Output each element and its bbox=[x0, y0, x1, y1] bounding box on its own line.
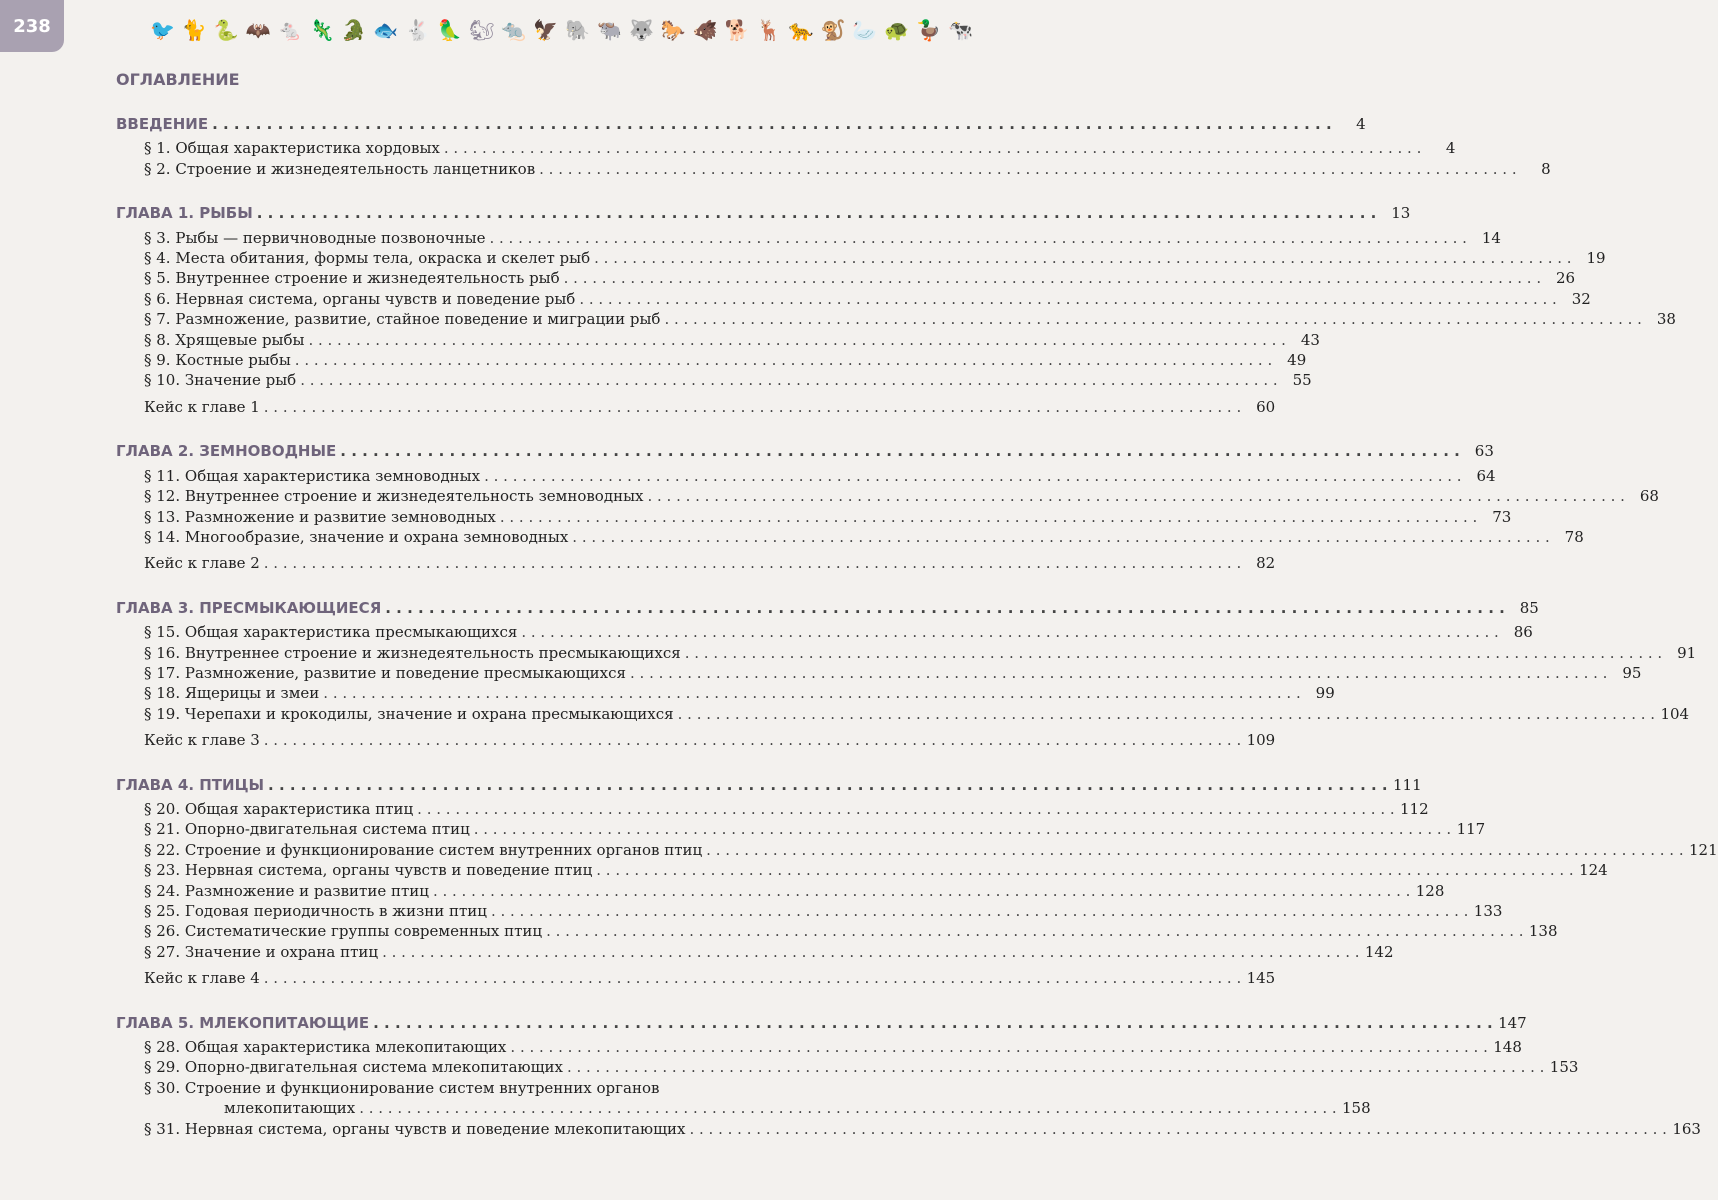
case-entry-label: Кейс к главе 1 bbox=[144, 397, 260, 416]
paragraph-entry-label: § 21. Опорно-двигательная система птиц bbox=[144, 820, 470, 839]
chapter-entry-page: 111 bbox=[1393, 775, 1422, 794]
chapter-entry[interactable] bbox=[116, 775, 1422, 795]
dot-leader bbox=[484, 466, 1461, 486]
paragraph-entry-page: 38 bbox=[1656, 310, 1676, 329]
paragraph-entry[interactable] bbox=[116, 1119, 1701, 1139]
case-entry[interactable] bbox=[116, 397, 1276, 417]
toc-section bbox=[116, 203, 1676, 417]
paragraph-entry[interactable] bbox=[116, 622, 1533, 642]
dot-leader bbox=[489, 228, 1466, 248]
chapter-entry-label: ГЛАВА 5. МЛЕКОПИТАЮЩИЕ bbox=[116, 1013, 370, 1032]
paragraph-entry[interactable] bbox=[116, 840, 1718, 860]
dot-leader bbox=[268, 775, 1388, 795]
paragraph-entry-page: 4 bbox=[1445, 139, 1456, 158]
paragraph-entry-page: 138 bbox=[1528, 922, 1558, 941]
paragraph-entry-page: 49 bbox=[1287, 351, 1307, 370]
chapter-entry-label: ГЛАВА 2. ЗЕМНОВОДНЫЕ bbox=[116, 442, 337, 461]
paragraph-entry[interactable] bbox=[116, 330, 1320, 350]
dot-leader bbox=[382, 942, 1359, 962]
paragraph-entry[interactable] bbox=[116, 159, 1551, 179]
case-entry[interactable] bbox=[116, 968, 1276, 988]
chapter-entry-label: ГЛАВА 3. ПРЕСМЫКАЮЩИЕСЯ bbox=[116, 598, 382, 617]
paragraph-entry[interactable] bbox=[116, 643, 1697, 663]
paragraph-entry[interactable] bbox=[116, 507, 1512, 527]
paragraph-entry[interactable] bbox=[116, 1057, 1579, 1077]
dot-leader bbox=[295, 350, 1272, 370]
dot-leader bbox=[521, 622, 1498, 642]
paragraph-entry[interactable] bbox=[116, 663, 1642, 683]
dot-leader bbox=[572, 527, 1549, 547]
paragraph-entry-label: § 19. Черепахи и крокодилы, значение и охрана пресмыкающихся bbox=[144, 704, 674, 723]
paragraph-entry-page: 91 bbox=[1677, 643, 1697, 662]
paragraph-entry-label: § 23. Нервная система, органы чувств и поведение птиц bbox=[144, 861, 593, 880]
dot-leader bbox=[264, 397, 1241, 417]
toc-section bbox=[116, 598, 1697, 751]
paragraph-entry-page: 55 bbox=[1292, 371, 1312, 390]
chapter-entry[interactable] bbox=[116, 598, 1539, 618]
chapter-entry[interactable] bbox=[116, 114, 1366, 134]
paragraph-entry[interactable] bbox=[116, 486, 1659, 506]
case-entry-page: 109 bbox=[1246, 731, 1276, 750]
dot-leader bbox=[323, 683, 1300, 703]
paragraph-entry-label: § 8. Хрящевые рыбы bbox=[144, 330, 305, 349]
case-entry-label: Кейс к главе 3 bbox=[144, 731, 260, 750]
dot-leader bbox=[685, 643, 1662, 663]
dot-leader bbox=[706, 840, 1683, 860]
paragraph-entry[interactable] bbox=[116, 881, 1445, 901]
paragraph-entry-label: § 5. Внутреннее строение и жизнедеятельность рыб bbox=[144, 269, 560, 288]
paragraph-entry-label: § 15. Общая характеристика пресмыкающихся bbox=[144, 623, 518, 642]
toc-title: ОГЛАВЛЕНИЕ bbox=[116, 70, 240, 89]
paragraph-entry-page: 73 bbox=[1492, 507, 1512, 526]
dot-leader bbox=[212, 114, 1332, 134]
paragraph-entry[interactable] bbox=[116, 819, 1486, 839]
paragraph-entry-page: 64 bbox=[1476, 466, 1496, 485]
dot-leader bbox=[491, 901, 1468, 921]
paragraph-entry[interactable] bbox=[116, 1037, 1522, 1057]
paragraph-entry-page: 99 bbox=[1315, 684, 1335, 703]
dot-leader bbox=[417, 799, 1394, 819]
dot-leader bbox=[373, 1013, 1493, 1033]
paragraph-entry-label: § 18. Ящерицы и змеи bbox=[144, 684, 320, 703]
dot-leader bbox=[500, 507, 1477, 527]
paragraph-entry[interactable] bbox=[116, 228, 1501, 248]
chapter-entry[interactable] bbox=[116, 203, 1411, 223]
paragraph-entry[interactable] bbox=[116, 370, 1312, 390]
paragraph-entry-label: § 4. Места обитания, формы тела, окраска и скелет рыб bbox=[144, 249, 591, 268]
paragraph-entry-page: 112 bbox=[1400, 799, 1429, 818]
paragraph-entry-label: § 16. Внутреннее строение и жизнедеятельность пресмыкающихся bbox=[144, 643, 681, 662]
paragraph-entry[interactable] bbox=[116, 942, 1394, 962]
paragraph-entry-label: § 24. Размножение и развитие птиц bbox=[144, 881, 429, 900]
paragraph-entry-label: § 28. Общая характеристика млекопитающих bbox=[144, 1038, 507, 1057]
case-entry[interactable] bbox=[116, 553, 1276, 573]
paragraph-entry-label: § 17. Размножение, развитие и поведение пресмыкающихся bbox=[144, 663, 626, 682]
paragraph-entry-label: § 26. Систематические группы современных птиц bbox=[144, 922, 543, 941]
paragraph-entry-page: 163 bbox=[1672, 1119, 1701, 1138]
paragraph-entry-page: 86 bbox=[1513, 623, 1533, 642]
dot-leader bbox=[546, 921, 1523, 941]
paragraph-entry-page: 32 bbox=[1571, 289, 1591, 308]
paragraph-entry[interactable] bbox=[116, 704, 1690, 724]
dot-leader bbox=[564, 268, 1541, 288]
paragraph-entry[interactable] bbox=[116, 138, 1456, 158]
paragraph-entry[interactable] bbox=[116, 1078, 1371, 1119]
paragraph-entry-page: 19 bbox=[1586, 249, 1606, 268]
paragraph-entry-page: 124 bbox=[1579, 861, 1608, 880]
dot-leader bbox=[596, 860, 1573, 880]
toc-section bbox=[116, 1013, 1701, 1139]
chapter-entry-label: ГЛАВА 4. ПТИЦЫ bbox=[116, 775, 265, 794]
paragraph-entry-label: § 29. Опорно-двигательная система млекопитающих bbox=[144, 1058, 563, 1077]
dot-leader bbox=[444, 138, 1421, 158]
paragraph-entry-page: 43 bbox=[1300, 330, 1320, 349]
paragraph-entry[interactable] bbox=[116, 268, 1576, 288]
dot-leader bbox=[678, 704, 1655, 724]
paragraph-entry-page: 68 bbox=[1639, 487, 1659, 506]
paragraph-entry-page: 95 bbox=[1622, 663, 1642, 682]
paragraph-entry-label: § 20. Общая характеристика птиц bbox=[144, 799, 414, 818]
paragraph-entry-page: 133 bbox=[1473, 902, 1503, 920]
paragraph-entry[interactable] bbox=[116, 350, 1307, 370]
chapter-entry-page: 85 bbox=[1519, 598, 1539, 617]
paragraph-entry-label: § 30. Строение и функционирование систем внутренних органов bbox=[144, 1078, 660, 1097]
paragraph-entry[interactable] bbox=[116, 466, 1496, 486]
paragraph-entry[interactable] bbox=[116, 527, 1584, 547]
paragraph-entry-page: 158 bbox=[1342, 1099, 1371, 1118]
case-entry-label: Кейс к главе 4 bbox=[144, 969, 260, 988]
chapter-entry-label: ГЛАВА 1. РЫБЫ bbox=[116, 204, 253, 223]
paragraph-entry[interactable] bbox=[116, 289, 1591, 309]
paragraph-entry-label: § 12. Внутреннее строение и жизнедеятельность земноводных bbox=[144, 487, 644, 506]
paragraph-entry-page: 8 bbox=[1541, 159, 1551, 178]
paragraph-entry-page: 117 bbox=[1456, 820, 1486, 839]
dot-leader bbox=[579, 289, 1556, 309]
toc-section bbox=[116, 114, 1551, 179]
paragraph-entry-page: 148 bbox=[1493, 1038, 1522, 1057]
dot-leader bbox=[340, 441, 1460, 461]
dot-leader bbox=[664, 309, 1641, 329]
paragraph-entry-label: § 2. Строение и жизнедеятельность ланцетников bbox=[144, 159, 536, 178]
chapter-entry-page: 63 bbox=[1474, 442, 1494, 461]
chapter-entry[interactable] bbox=[116, 1013, 1527, 1033]
paragraph-entry-page: 14 bbox=[1481, 228, 1501, 247]
paragraph-entry-label: § 10. Значение рыб bbox=[144, 371, 297, 390]
paragraph-entry-label: § 11. Общая характеристика земноводных bbox=[144, 466, 481, 485]
paragraph-entry-page: 153 bbox=[1549, 1058, 1579, 1077]
dot-leader bbox=[539, 159, 1516, 179]
paragraph-entry-label: § 1. Общая характеристика хордовых bbox=[144, 139, 440, 158]
case-entry-page: 145 bbox=[1246, 969, 1276, 988]
dot-leader bbox=[510, 1037, 1487, 1057]
toc-section bbox=[116, 441, 1659, 573]
dot-leader bbox=[385, 598, 1505, 618]
case-entry-page: 60 bbox=[1256, 397, 1276, 416]
dot-leader bbox=[300, 370, 1277, 390]
paragraph-entry-label: § 7. Размножение, развитие, стайное поведение и миграции рыб bbox=[144, 310, 661, 329]
paragraph-entry-label: § 3. Рыбы — первичноводные позвоночные bbox=[144, 228, 486, 247]
dot-leader bbox=[433, 881, 1410, 901]
paragraph-entry[interactable] bbox=[116, 309, 1676, 329]
paragraph-entry-label-continuation: млекопитающих bbox=[224, 1099, 356, 1118]
paragraph-entry[interactable] bbox=[116, 683, 1335, 703]
toc-section bbox=[116, 775, 1718, 989]
dot-leader bbox=[264, 968, 1241, 988]
paragraph-entry[interactable] bbox=[116, 248, 1606, 268]
toc-sections bbox=[116, 114, 1718, 1139]
paragraph-entry-page: 142 bbox=[1364, 942, 1394, 961]
paragraph-entry[interactable] bbox=[116, 901, 1503, 921]
dot-leader bbox=[359, 1098, 1336, 1118]
dot-leader bbox=[474, 819, 1451, 839]
dot-leader bbox=[257, 203, 1377, 223]
case-entry-page: 82 bbox=[1256, 554, 1276, 573]
paragraph-entry-label: § 22. Строение и функционирование систем внутренних органов птиц bbox=[144, 840, 703, 859]
paragraph-entry-label: § 13. Размножение и развитие земноводных bbox=[144, 507, 496, 526]
dot-leader bbox=[264, 553, 1241, 573]
chapter-entry-page: 13 bbox=[1391, 204, 1411, 223]
chapter-entry-page: 4 bbox=[1356, 115, 1366, 133]
paragraph-entry-page: 78 bbox=[1564, 527, 1584, 546]
paragraph-entry-label: § 25. Годовая периодичность в жизни птиц bbox=[144, 902, 487, 920]
dot-leader bbox=[594, 248, 1571, 268]
paragraph-entry-page: 104 bbox=[1660, 704, 1690, 723]
paragraph-entry-label: § 6. Нервная система, органы чувств и поведение рыб bbox=[144, 289, 576, 308]
chapter-entry-label: ВВЕДЕНИЕ bbox=[116, 115, 209, 133]
paragraph-entry-page: 128 bbox=[1415, 881, 1445, 900]
paragraph-entry[interactable] bbox=[116, 921, 1558, 941]
case-entry-label: Кейс к главе 2 bbox=[144, 554, 260, 573]
paragraph-entry-label: § 14. Многообразие, значение и охрана земноводных bbox=[144, 527, 569, 546]
paragraph-entry-label: § 27. Значение и охрана птиц bbox=[144, 942, 379, 961]
chapter-entry-page: 147 bbox=[1498, 1013, 1527, 1032]
dot-leader bbox=[630, 663, 1607, 683]
animal-silhouettes-decoration: 🐦🐈🐍🦇🐁🦎🐊🐟🐇🦜🐿🐀🦅🐘🐃🐺🐎🐗🐕🦌🐆🐒🦢🐢🦆🐄 bbox=[150, 18, 980, 42]
paragraph-entry[interactable] bbox=[116, 860, 1608, 880]
paragraph-entry-label: § 9. Костные рыбы bbox=[144, 351, 291, 370]
dot-leader bbox=[264, 730, 1241, 750]
dot-leader bbox=[308, 330, 1285, 350]
page-number: 238 bbox=[0, 0, 64, 52]
paragraph-entry-label: § 31. Нервная система, органы чувств и поведение млекопитающих bbox=[144, 1119, 686, 1138]
paragraph-entry[interactable] bbox=[116, 799, 1429, 819]
chapter-entry[interactable] bbox=[116, 441, 1494, 461]
paragraph-entry-page: 121 bbox=[1688, 840, 1718, 859]
paragraph-entry-page: 26 bbox=[1556, 269, 1576, 288]
dot-leader bbox=[647, 486, 1624, 506]
dot-leader bbox=[567, 1057, 1544, 1077]
case-entry[interactable] bbox=[116, 730, 1276, 750]
dot-leader bbox=[689, 1119, 1666, 1139]
table-of-contents bbox=[116, 70, 1718, 1163]
